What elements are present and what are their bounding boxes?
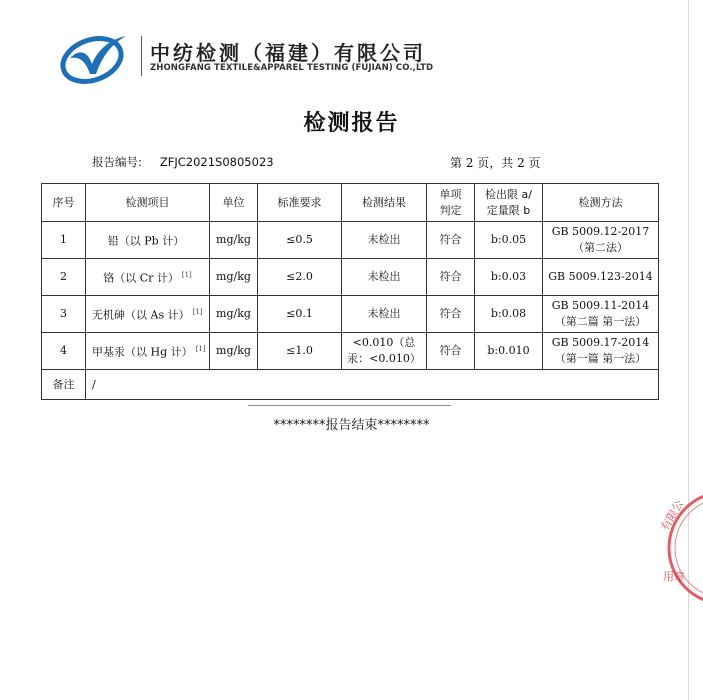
- end-divider: [248, 405, 451, 406]
- cell-method: [543, 333, 659, 370]
- cell-limit: b:0.05: [475, 222, 543, 259]
- footnote-ref: [1]: [192, 308, 203, 317]
- report-number-label: 报告编号:: [92, 155, 142, 169]
- cell-unit: mg/kg: [210, 259, 258, 296]
- item-name: 铬（以 Cr 计）: [103, 271, 179, 285]
- method-line2: （第二篇 第一法）: [554, 315, 647, 328]
- result-line1: 未检出: [367, 270, 401, 283]
- company-name-cn: 中纺检测（福建）有限公司: [150, 41, 426, 65]
- header-limit-line2: 定量限 b: [486, 203, 531, 217]
- header-judgement: [427, 184, 475, 222]
- remarks-value: /: [86, 370, 659, 400]
- header-judgement-line2: 判定: [439, 203, 462, 217]
- remarks-row: [42, 370, 659, 400]
- table-header-row: [42, 184, 659, 222]
- cell-standard: ≤2.0: [258, 259, 342, 296]
- cell-judgement: 符合: [427, 333, 475, 370]
- method-line1: GB 5009.17-2014: [551, 336, 650, 349]
- cell-result: [342, 259, 427, 296]
- method-line1: GB 5009.12-2017: [551, 225, 650, 238]
- item-name: 无机砷（以 As 计）: [92, 308, 190, 322]
- logo-divider: [141, 36, 142, 76]
- remarks-label: 备注: [42, 370, 86, 400]
- cell-result: [342, 333, 427, 370]
- report-number-value: ZFJC2021S0805023: [159, 155, 274, 169]
- header-item: 检测项目: [86, 184, 210, 222]
- cell-standard: ≤0.5: [258, 222, 342, 259]
- page-info: 第 2 页，共 2 页: [450, 156, 541, 170]
- svg-text:用章: 用章: [663, 570, 685, 583]
- cell-item: [86, 259, 210, 296]
- header-limit: [475, 184, 543, 222]
- result-line1: <0.010（总: [352, 336, 416, 349]
- cell-method: [543, 296, 659, 333]
- cell-judgement: 符合: [427, 259, 475, 296]
- company-name-en: ZHONGFANG TEXTILE&APPAREL TESTING (FUJIAN) CO.,LTD: [150, 63, 434, 73]
- result-line2: 汞：<0.010）: [347, 352, 421, 365]
- result-line1: 未检出: [367, 307, 401, 320]
- official-seal: [655, 488, 703, 608]
- cell-limit: b:0.03: [475, 259, 543, 296]
- header-method: 检测方法: [543, 184, 659, 222]
- table-row: [42, 259, 659, 296]
- company-logo: [58, 30, 132, 86]
- cell-unit: mg/kg: [210, 296, 258, 333]
- table-row: [42, 222, 659, 259]
- header-standard: 标准要求: [258, 184, 342, 222]
- method-line1: GB 5009.11-2014: [551, 299, 650, 312]
- method-line2: （第二法）: [573, 241, 628, 254]
- cell-method: [543, 222, 659, 259]
- result-line1: 未检出: [367, 233, 401, 246]
- header-result: 检测结果: [342, 184, 427, 222]
- svg-text:有限公: 有限公: [658, 497, 687, 533]
- header-seq: 序号: [42, 184, 86, 222]
- method-line2: （第一篇 第一法）: [554, 352, 647, 365]
- report-number: [92, 154, 274, 170]
- method-line1: GB 5009.123-2014: [548, 270, 653, 283]
- cell-item: [86, 296, 210, 333]
- item-name: 铅（以 Pb 计）: [107, 234, 185, 248]
- item-name: 甲基汞（以 Hg 计）: [92, 345, 193, 359]
- cell-item: [86, 222, 210, 259]
- report-end-text: ********报告结束********: [273, 418, 430, 433]
- cell-standard: ≤0.1: [258, 296, 342, 333]
- cell-limit: b:0.08: [475, 296, 543, 333]
- cell-standard: ≤1.0: [258, 333, 342, 370]
- document-title: 检测报告: [303, 111, 400, 136]
- cell-seq: 3: [42, 296, 86, 333]
- footnote-ref: [1]: [195, 345, 206, 354]
- cell-result: [342, 222, 427, 259]
- cell-seq: 1: [42, 222, 86, 259]
- cell-unit: mg/kg: [210, 333, 258, 370]
- table-row: [42, 333, 659, 370]
- header-judgement-line1: 单项: [439, 187, 462, 201]
- footnote-ref: [1]: [181, 271, 192, 280]
- cell-judgement: 符合: [427, 296, 475, 333]
- table-row: [42, 296, 659, 333]
- header-unit: 单位: [210, 184, 258, 222]
- results-table: [41, 183, 659, 400]
- cell-result: [342, 296, 427, 333]
- cell-unit: mg/kg: [210, 222, 258, 259]
- cell-method: [543, 259, 659, 296]
- cell-judgement: 符合: [427, 222, 475, 259]
- header-limit-line1: 检出限 a/: [485, 187, 532, 201]
- cell-limit: b:0.010: [475, 333, 543, 370]
- cell-seq: 4: [42, 333, 86, 370]
- cell-item: [86, 333, 210, 370]
- cell-seq: 2: [42, 259, 86, 296]
